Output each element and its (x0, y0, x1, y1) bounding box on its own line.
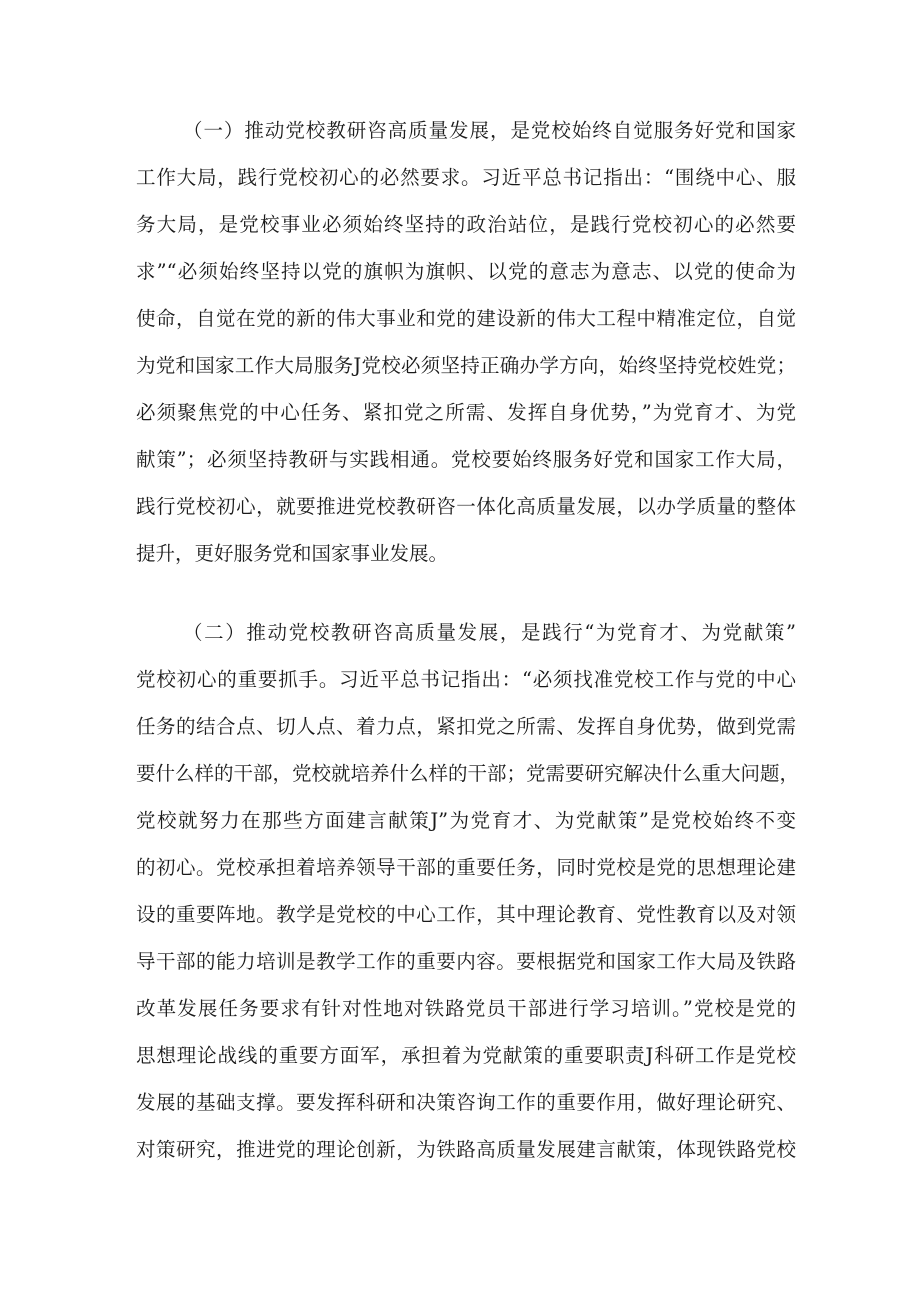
paragraph-2-line: 要什么样的干部，党校就培养什么样的干部；党需要研究解决什么重大问题， (136, 762, 800, 785)
paragraph-2-line: 对策研究，推进党的理论创新，为铁路高质量发展建言献策，体现铁路党校 (136, 1138, 796, 1161)
paragraph-2-line: （二）推动党校教研咨高质量发展，是践行“为党育才、为党献策” (183, 621, 796, 644)
paragraph-2-line: 设的重要阵地。教学是党校的中心工作，其中理论教育、党性教育以及对领 (136, 903, 796, 926)
paragraph-1-line: 工作大局，践行党校初心的必然要求。习近平总书记指出：“围绕中心、服 (136, 166, 796, 189)
paragraph-1-line: 务大局，是党校事业必须始终坚持的政治站位，是践行党校初心的必然要 (136, 213, 796, 236)
paragraph-2-line: 党校初心的重要抓手。习近平总书记指出：“必须找准党校工作与党的中心 (136, 668, 796, 691)
paragraph-2-line: 导干部的能力培训是教学工作的重要内容。要根据党和国家工作大局及铁路 (136, 950, 796, 973)
paragraph-2-line: 的初心。党校承担着培养领导干部的重要任务，同时党校是党的思想理论建 (136, 856, 796, 879)
paragraph-1-line: 献策”；必须坚持教研与实践相通。党校要始终服务好党和国家工作大局， (136, 448, 796, 471)
paragraph-1-line: 为党和国家工作大局服务J党校必须坚持正确办学方向，始终坚持党校姓党； (136, 354, 796, 377)
paragraph-2-line: 党校就努力在那些方面建言献策J”为党育才、为党献策”是党校始终不变 (136, 809, 796, 832)
paragraph-1-line: 求”“必须始终坚持以党的旗帜为旗帜、以党的意志为意志、以党的使命为 (136, 260, 796, 283)
paragraph-2-line: 发展的基础支撑。要发挥科研和决策咨询工作的重要作用，做好理论研究、 (136, 1091, 796, 1114)
paragraph-2-line: 改革发展任务要求有针对性地对铁路党员干部进行学习培训。”党校是党的 (136, 997, 796, 1020)
paragraph-1-line: 使命，自觉在党的新的伟大事业和党的建设新的伟大工程中精准定位，自觉 (136, 307, 796, 330)
paragraph-2-line: 思想理论战线的重要方面军，承担着为党献策的重要职责J科研工作是党校 (136, 1044, 796, 1067)
paragraph-1-line: （一）推动党校教研咨高质量发展，是党校始终自觉服务好党和国家 (183, 119, 796, 142)
paragraph-2-line: 任务的结合点、切人点、着力点，紧扣党之所需、发挥自身优势，做到党需 (136, 715, 796, 738)
paragraph-1-line: 提升，更好服务党和国家事业发展。 (136, 542, 449, 565)
paragraph-1-line: 必须聚焦党的中心任务、紧扣党之所需、发挥自身优势，”为党育才、为党 (136, 401, 796, 424)
paragraph-1-line: 践行党校初心，就要推进党校教研咨一体化高质量发展，以办学质量的整体 (136, 495, 796, 518)
